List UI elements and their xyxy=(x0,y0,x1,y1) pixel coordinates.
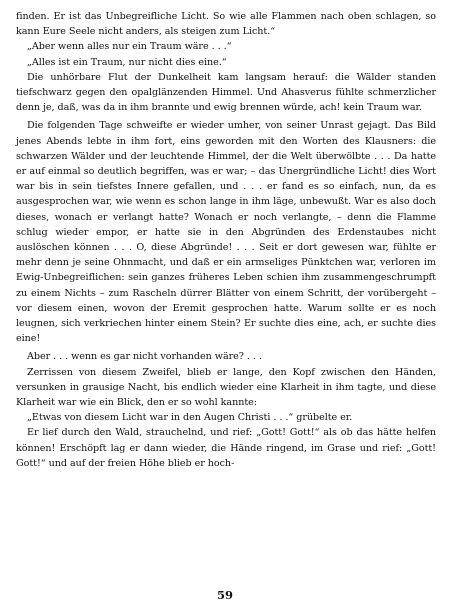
paragraph-forest-cry: Er lief durch den Wald, strauchelnd, und rief: „Gott! Gott!“ als ob das hätte helfen können! Erschöpft lag er dann wieder, die Hände ringend, im Grase und rief: „Gott! Gott!“ und auf der freien Höhe blieb er hoch- xyxy=(16,427,436,469)
paragraph-quote-dream: „Aber wenn alles nur ein Traum wäre . . .“ xyxy=(27,41,232,53)
paragraph-doubt-question: Aber . . . wenn es gar nicht vorhanden wäre? . . . xyxy=(27,351,262,363)
paragraph-darkness: Die unhörbare Flut der Dunkelheit kam langsam herauf: die Wälder standen tiefschwarz gegen den opalglänzenden Himmel. Und Ahasverus fühlte schmerzlicher denn je, daß, was da in ihm brannte und ewig brennen würde, ach! kein Traum war. xyxy=(16,71,436,114)
paragraph-continuation: finden. Er ist das Unbegreifliche Licht. So wie alle Flammen nach oben schlagen, so kann Eure Seele nicht anders, als steigen zum Licht.“ xyxy=(16,11,436,38)
page-number: 59 xyxy=(216,588,233,602)
paragraph-following-days: Die folgenden Tage schweifte er wieder umher, von seiner Unrast gejagt. Das Bild jenes Abends lebte in ihm fort, eins geworden mit den Worten des Klausners: die schwarzen Wälder und der leuchtende Himmel, der die Welt überwölbte . . . Da hatte er auf einmal so deutlich begriffen, was er war; – das Unergründliche Licht! dies Wort war bis in sein tiefstes Innere gefallen, und . . . er fand es so einfach, nun, da es ausgesprochen war, wie wenn es schon lange in ihm läge, unbewußt. War es also doch dieses, wonach er verlangt hatte? Wonach er noch verlangte, – denn die Flamme schlug wieder empor, er hatte sie in den Abgründen des Erdenstaubes nicht auslöschen können . . . O, diese Abgründe! . . . Seit er dort gewesen war, fühlte er mehr denn je seine Ohnmacht, und daß er ein armseliges Pünktchen war, verloren im Ewig-Unbegreiflichen: sein ganzes früheres Leben schien ihm zusammengeschrumpft zu einem Nichts – zum Rascheln dürrer Blätter von einem Schritt, der vorübergeht – vor diesem einen, wovon der Eremit gesprochen hatte. Warum sollte er es noch leugnen, sich verkriechen hinter einem Stein? Er suchte dies eine, ach, er suchte dies eine! xyxy=(16,120,436,345)
paragraph-quote-reply: „Alles ist ein Traum, nur nicht dies eine.“ xyxy=(27,56,227,68)
paragraph-torn-by-doubt: Zerrissen von diesem Zweifel, blieb er lange, den Kopf zwischen den Händen, versunken in grausige Nacht, bis endlich wieder eine Klarheit in ihm tagte, und diese Klarheit war wie ein Blick, den er so wohl kannte: xyxy=(16,366,436,409)
paragraph-eyes-of-christ: „Etwas von diesem Licht war in den Augen Christi . . .“ grübelte er. xyxy=(27,412,353,424)
